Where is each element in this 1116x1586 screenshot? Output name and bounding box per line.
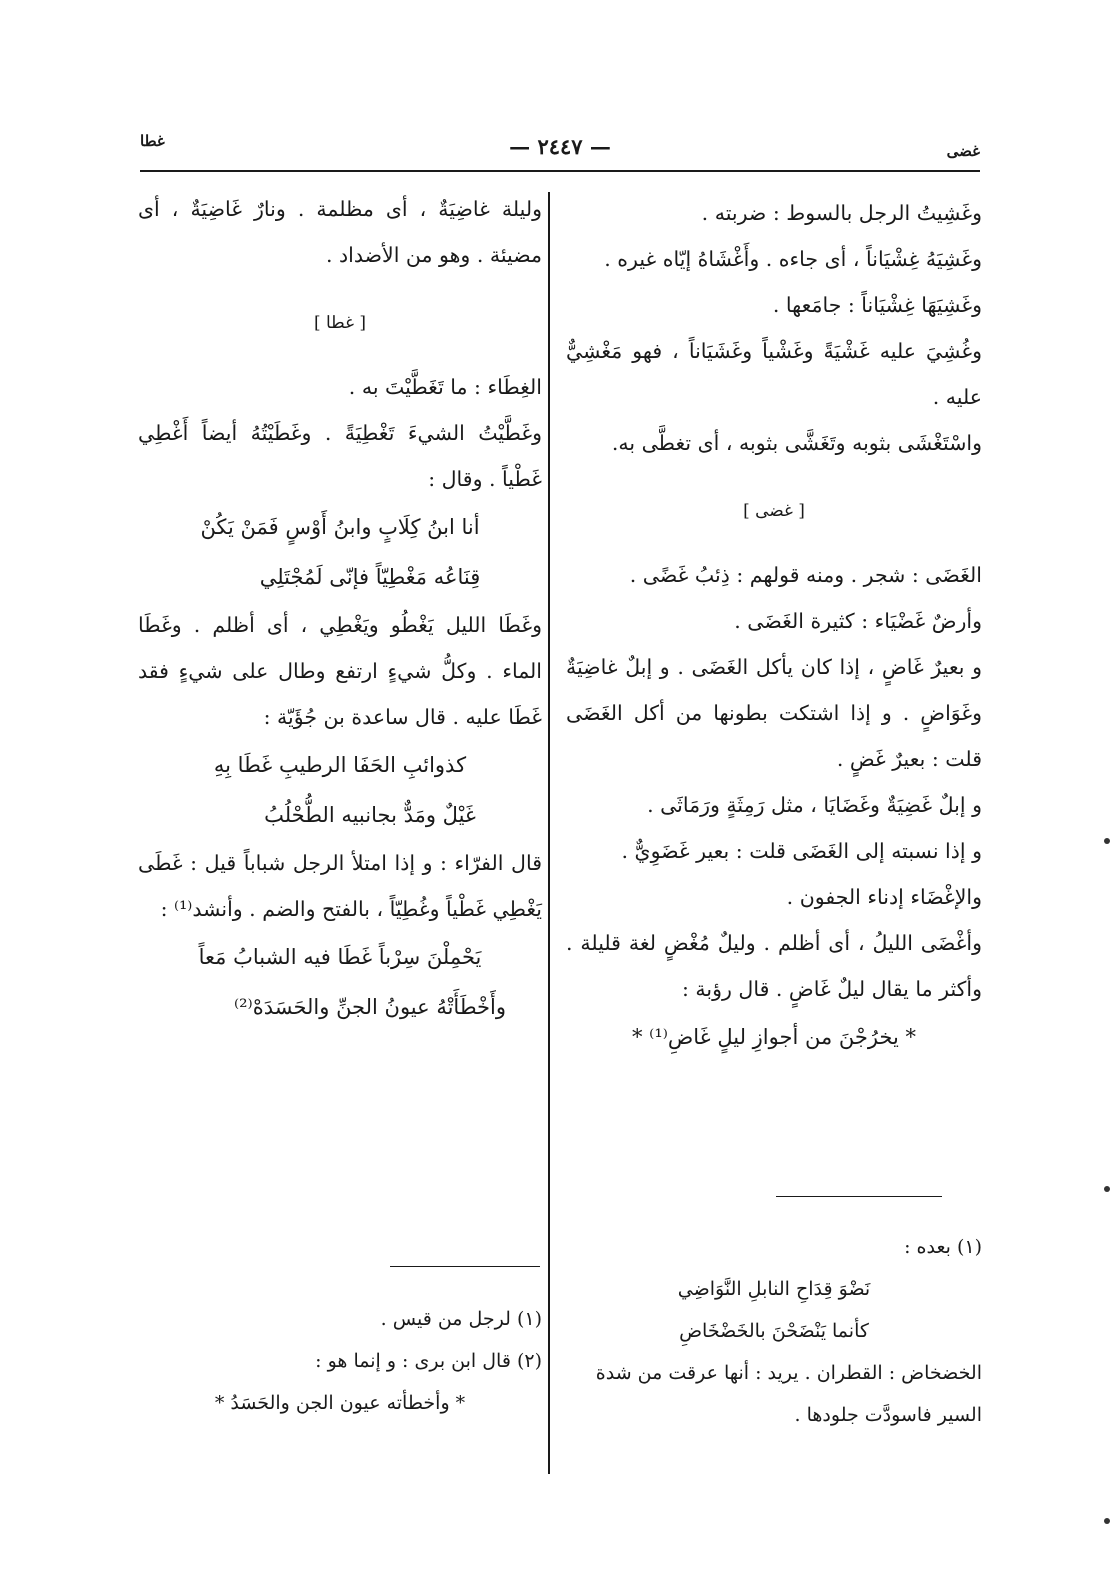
scan-edge-mark [1104,1518,1110,1524]
entry-line: وغَشِيَهُ غِشْيَاناً ، أى جاءه . وأَغْشَاهُ إيّاه غيره . [604,247,982,271]
right-column [566,190,982,1062]
footnote-intro: (١) بعده : [904,1236,982,1258]
verse-line: وأَخْطَأَتْهُ عيونُ الجنِّ والحَسَدَهْ⁽²⁾ [233,995,507,1019]
footnote-rule [776,1196,942,1197]
entry-line: الغَضَى : شجر . ومنه قولهم : ذِئبُ غَضًى . [629,563,982,587]
entry-line: قال الفرّاء : و إذا امتلأ الرجل شباباً قيل : غَطَى يَغْطِي غَطْياً وغُطِيّاً ، بالفتح والضم . وأنشد⁽¹⁾ : [138,851,542,921]
running-headword-right: غضى [946,142,980,160]
verse-line: يَحْمِلْنَ سِرْباً غَطَا فيه الشبابُ مَعاً [198,945,482,969]
footnote-verse: نَضْوَ قِدَاحِ النابلِ النَّوَاضِي [677,1278,871,1300]
entry-line: و إذا نسبته إلى الغَضَى قلت : بعير غَضَوِيٌّ . [621,839,982,863]
section-heading-ghada: [ غضى ] [743,501,805,521]
header-rule [140,170,980,172]
left-footnotes [138,1298,542,1424]
column-divider [548,192,550,1474]
verse-line: أنا ابنُ كِلَابٍ وابنُ أَوْسٍ فَمَنْ يَكُنْ [200,515,480,539]
entry-line: وغَطَا الليل يَغْطُو ويَغْطِي ، أى أظلم . وغَطَا الماء . وكلُّ شيءٍ ارتفع وطال على شيءٍ فقد غَطَا عليه . قال ساعدة بن جُؤَيّة : [138,613,542,729]
left-column [138,186,542,1032]
footnote-rule [390,1266,540,1267]
footnote-1: (١) لرجل من قيس . [380,1308,542,1330]
page-header [140,128,980,168]
running-headword-left: غطا [140,132,165,150]
entry-line: وليلة غاضِيَةٌ ، أى مظلمة . ونارٌ غَاضِيَةٌ ، أى مضيئة . وهو من الأضداد . [138,197,542,267]
entry-line: و بعيرٌ غَاضٍ ، إذا كان يأكل الغَضَى . و إبلٌ غاضِيَةٌ وغَوَاضٍ . و إذا اشتكت بطونها من أكل الغَضَى قلت : بعيرٌ غَضٍ . [566,655,982,771]
entry-line: وغَطَّيْتُ الشيءَ تَغْطِيَةً . وغَطَيْتُهُ أيضاً أَغْطِي غَطْياً . وقال : [138,421,542,491]
verse-line: * يخرُجْنَ من أجوازِ ليلٍ غَاضِ⁽¹⁾ * [631,1025,917,1049]
entry-line: واسْتَغْشَى بثوبه وتَغَشَّى بثوبه ، أى تغطَّى به. [611,431,982,455]
entry-line: وأغْضَى الليلُ ، أى أظلم . وليلٌ مُغْضٍ لغة قليلة . وأكثر ما يقال ليلٌ غَاضٍ . قال رؤبة : [566,931,982,1001]
verse-line: قِنَاعُه مَغْطِيّاً فإنّى لَمُجْتَلِي [259,565,481,589]
entry-line: وأرضٌ غَضْيَاء : كثيرة الغَضَى . [734,609,982,633]
entry-line: الغِطَاء : ما تَغَطَّيْتَ به . [348,375,542,399]
footnote-2: (٢) قال ابن برى : و إنما هو : [315,1350,542,1372]
verse-line: كذوائبِ الحَفَا الرطيبِ غَطَا بِهِ [213,753,467,777]
footnote-text: الخضخاض : القطران . يريد : أنها عرقت من شدة السير فاسودَّت جلودها . [595,1362,982,1426]
page-number: — ٢٤٤٧ — [509,134,611,159]
entry-line: وغُشِيَ عليه غَشْيَةً وغَشْياً وغَشَيَاناً ، فهو مَغْشِيٌّ عليه . [566,339,982,409]
entry-line: والإغْضَاء إدناء الجفون . [786,885,982,909]
scan-edge-mark [1104,838,1110,844]
footnote-verse: * وأخطأته عيون الجن والحَسَدُ * [214,1392,466,1414]
entry-line: و إبلٌ غَضِيَةٌ وغَضَايَا ، مثل رَمِثَةٍ ورَمَاثَى . [647,793,982,817]
right-footnotes [566,1226,982,1436]
footnote-verse: كأنما يَنْضَحْنَ بالخَضْخَاضِ [679,1320,869,1342]
scan-edge-mark [1104,1186,1110,1192]
section-heading-ghata: [ غطا ] [313,313,367,333]
entry-line: وغَشِيتُ الرجل بالسوط : ضربته . [701,201,982,225]
entry-line: وغَشِيَهَا غِشْيَاناً : جامَعها . [772,293,982,317]
verse-line: غَيْلٌ ومَدٌّ بجانبيه الطُّحْلُبُ [264,803,476,827]
